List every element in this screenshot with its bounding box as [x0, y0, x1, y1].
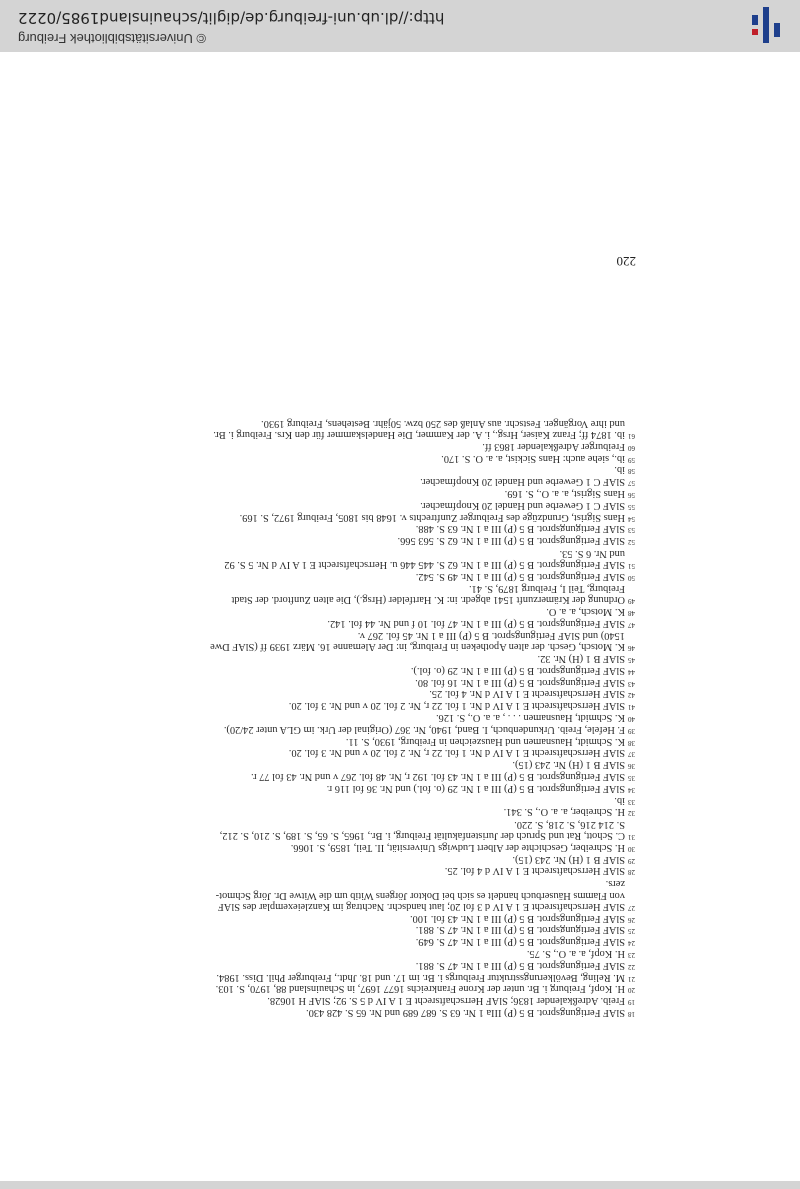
footnote-line	[165, 618, 635, 630]
footnote-text: Hans Sigrist, Grundzüge des Freiburger Zunftrechts v. 1648 bis 1805, Freiburg 1972, S. 169.	[239, 511, 625, 523]
footnote-number: 18	[628, 1010, 635, 1018]
footnote-line	[165, 453, 635, 465]
footnote-line	[165, 535, 635, 547]
footnote-line	[165, 795, 635, 807]
footnote-text: SlAF Herrschaftsrecht E 1 A IV d Nr. 1 fol. 22 r, Nr. 2 fol. 20 v und Nr. 3 fol. 20.	[288, 747, 625, 759]
footnote-line	[165, 524, 635, 536]
footnote-text: SlAF Fertigungsprot. B 5 (P) III a 1 Nr. 47 S. 881.	[415, 924, 625, 936]
footnote-line	[165, 995, 635, 1007]
footnote-number: 60	[628, 443, 635, 452]
footnote-line	[165, 559, 635, 571]
footnote-text: SlAF Fertigungsprot. B 5 (P) III a 1 Nr. 29 (o. fol.) und Nr. 36 fol 116 r.	[326, 783, 625, 794]
footnote-line	[165, 1007, 635, 1019]
footnote-text: F. Hefele, Freib. Urkundenbuch, I. Band, 1940, Nr. 367 (Original der Urk. im GLA unter 24/20).	[223, 724, 625, 735]
footnote-number: 23	[628, 951, 635, 960]
footnote-text: SlAF Fertigungsprot. B 5 (P) IIIa 1 Nr. 63 S. 687 689 und Nr. 65 S. 428 430.	[306, 1007, 625, 1018]
footnote-line	[165, 677, 635, 689]
footnote-line	[165, 901, 635, 913]
footnote-text: Freib. Adreßkalender 1836; SlAF Herrschaftsrecht E 1 A IV d 5 S. 92; SlAF H 10628.	[267, 995, 625, 1007]
footnote-line	[165, 936, 635, 948]
page-number: 220	[616, 254, 636, 269]
footnote-line	[165, 877, 635, 889]
footnote-number: 38	[628, 738, 635, 747]
footnote-number: 56	[628, 490, 635, 499]
footnote-line	[165, 630, 635, 642]
footnote-text: SlAF B 1 (H) Nr. 243 (15).	[512, 759, 625, 771]
footnote-text: S. 214 216, S. 218, S. 220.	[514, 819, 625, 831]
footnote-line	[165, 748, 635, 760]
footnote-number: 50	[628, 573, 635, 582]
footnote-text: SlAF Fertigungsprot. B 5 (P) III a 1 Nr. 43 fol. 192 r, Nr. 48 fol. 267 v und Nr. 43 fol 77 r.	[251, 771, 625, 783]
footnote-text: H. Schreiber, Geschichte der Albert Ludwigs Universität, II. Teil, 1859, S. 1066.	[290, 842, 625, 853]
footnote-number: 55	[628, 502, 635, 511]
footnote-line	[165, 642, 635, 654]
footnote-line	[165, 665, 635, 677]
footnote-line	[165, 818, 635, 830]
footnote-number: 21	[628, 974, 635, 983]
document-url[interactable]: http://dl.ub.uni-freiburg.de/diglit/schauinsland1985/0222	[18, 9, 445, 27]
footnote-line	[165, 465, 635, 477]
footnote-line	[165, 842, 635, 854]
footnote-line	[165, 653, 635, 665]
footnote-number: 45	[628, 656, 635, 665]
footnote-text: zers.	[605, 878, 625, 890]
footnote-number: 31	[628, 833, 635, 842]
footnote-line	[165, 913, 635, 925]
footnote-text: von Flamms Häuserbuch handelt es sich bei Doktor Jörgens Witib um die Witwe Dr. Jörg Schmot-	[215, 890, 625, 902]
footnote-number: 41	[628, 703, 635, 712]
footnote-text: SlAF Fertigungsprot. B 5 (P) III a 1 Nr. 62 S. 563 566.	[397, 535, 625, 547]
footnote-number: 20	[628, 986, 635, 995]
footnote-number: 42	[628, 691, 635, 700]
footnote-number: 57	[628, 479, 635, 488]
footnote-line	[165, 512, 635, 524]
footnote-text: ib., siehe auch: Hans Sickist, a. a. O. S. 170.	[441, 452, 625, 464]
footnote-line	[165, 429, 635, 441]
footnote-line	[165, 783, 635, 795]
footnote-text: M. Reling, Bevölkerungsstruktur Freiburgs i. Br. im 17. und 18. Jhdt., Freiburger Phil. Diss. 1984.	[216, 971, 625, 983]
footnote-line	[165, 689, 635, 701]
footnote-line	[165, 830, 635, 842]
footnote-text: und ihre Vorgänger. Festschr. aus Anlaß des 250 bzw. 50jähr. Bestehens, Freiburg 1930.	[261, 418, 625, 430]
footnote-text: K. Motsch, Gesch. der alten Apotheken in Freiburg, in: Der Alemanne 16. März 1939 ff (SlAF Dwe	[210, 641, 625, 653]
footnote-text: Hans Sigrist, a. a. O., S. 169.	[504, 488, 625, 499]
footnote-number: 37	[628, 750, 635, 759]
footnote-text: SlAF B 1 (H) Nr. 32.	[537, 653, 625, 665]
footnote-number: 59	[628, 455, 635, 464]
footnote-text: SlAF Fertigungsprot. B 5 (P) III a 1 Nr. 47 S. 649.	[415, 936, 625, 948]
footnote-line	[165, 866, 635, 878]
footnote-line	[165, 972, 635, 984]
footnote-line	[165, 500, 635, 512]
scan-edge-strip	[0, 1181, 800, 1189]
footnote-number: 22	[628, 962, 635, 971]
footnote-line	[165, 736, 635, 748]
footnote-line	[165, 594, 635, 606]
footnote-text: H. Kopf, a. a. O., S. 75.	[526, 948, 625, 960]
footnote-number: 52	[628, 538, 635, 547]
footnote-line	[165, 583, 635, 595]
footnote-text: SlAF Fertigungsprot. B 5 (P) III a 1 Nr. 63 S. 488.	[415, 523, 625, 535]
footnote-line	[165, 476, 635, 488]
logo-red-square	[752, 29, 758, 35]
footnote-number: 27	[628, 903, 635, 912]
footnote-number: 39	[628, 726, 635, 735]
footnote-text: SlAF Herrschaftsrecht E 1 A IV d Nr. 4 fol. 25.	[429, 688, 625, 700]
footnote-text: SlAF C 1 Gewerbe und Handel 20 Knopfmacher.	[420, 476, 625, 488]
footnote-number: 43	[628, 679, 635, 688]
footnote-line	[165, 712, 635, 724]
footnote-text: und Nr. 6 S. 53.	[559, 547, 625, 559]
footnotes-block	[165, 417, 635, 1019]
footnote-text: SlAF Herrschaftsrecht E 1 A IV d Nr. 1 fol. 22 r, Nr. 2 fol. 20 v und Nr. 3 fol. 20.	[288, 700, 625, 712]
footnote-number: 24	[628, 939, 635, 948]
footnote-text: SlAF Fertigungsprot. B 5 (P) III a 1 Nr. 29 (o. fol.).	[410, 665, 625, 676]
footnote-text: C. Schott, Rat und Spruch der Juristenfakultät Freiburg, i. Br., 1965, S. 65, S. 189, S. 210, S. 212,	[219, 830, 625, 842]
footnote-text: ib. 1874 ff; Franz Kaiser, Hrsg., i. A. der Kammer, Die Handelskammer für den Krs. Freiburg i. Br.	[213, 429, 625, 440]
footnote-number: 44	[628, 667, 635, 676]
footnote-text: SlAF C 1 Gewerbe und Handel 20 Knopfmacher.	[420, 499, 625, 511]
footnote-text: H. Schreiber, a. a. O., S. 341.	[503, 806, 625, 818]
logo-center-bar	[763, 7, 769, 43]
footnote-line	[165, 488, 635, 500]
footnote-number: 19	[628, 998, 635, 1007]
footnote-number: 28	[628, 868, 635, 877]
footnote-line	[165, 807, 635, 819]
footnote-line	[165, 724, 635, 736]
footnote-number: 58	[628, 467, 635, 476]
footnote-number: 61	[628, 431, 635, 440]
footnote-text: SlAF Fertigungsprot. B 5 (P) III a 1 Nr. 49 S. 542.	[415, 570, 625, 582]
footnote-text: SlAF Herrschaftsrecht E 1 A IV d 4 fol. 25.	[444, 865, 625, 877]
footnote-number: 46	[628, 644, 635, 653]
footnote-line	[165, 948, 635, 960]
footnote-text: K. Motsch, a. a. O.	[546, 606, 625, 617]
footnote-text: H. Kopf, Freiburg i. Br. unter der Krone Frankreichs 1677 1697, in Schauinsland 88, 1970, S. 103.	[215, 983, 625, 995]
footnote-text: K. Schmidt, Hausnamen . . . , a. a. O., S. 126.	[435, 712, 625, 724]
footnote-number: 33	[628, 797, 635, 806]
footnote-number: 47	[628, 620, 635, 629]
footnote-number: 48	[628, 608, 635, 617]
footnote-number: 49	[628, 597, 635, 606]
footnote-text: SlAF Fertigungsprot. B 5 (P) III a 1 Nr. 43 fol. 100.	[409, 912, 625, 924]
footnote-number: 51	[628, 561, 635, 570]
footnote-text: SlAF Fertigungsprot. B 5 (P) III a 1 Nr. 47 S. 881.	[415, 960, 625, 971]
footnote-line	[165, 417, 635, 429]
footnote-text: Ordnung der Krämerzunft 1541 abgedr. in: K. Hartfelder (Hrsg.), Die alten Zunftord. der Stadt	[231, 594, 625, 606]
footnote-number: 30	[628, 844, 635, 853]
footnote-line	[165, 925, 635, 937]
footnote-line	[165, 571, 635, 583]
footnote-number: 25	[628, 927, 635, 936]
footnote-number: 40	[628, 715, 635, 724]
footnote-line	[165, 984, 635, 996]
footnote-text: Freiburg, Teil I, Freiburg 1879, S. 41.	[469, 583, 625, 595]
footnote-line	[165, 547, 635, 559]
footnote-text: SlAF Herrschaftsrecht E 1 A IV d 3 fol 20; laut handschr. Nachtrag im Kanzleiexemplar des SlAF	[218, 901, 625, 912]
footnote-number: 36	[628, 762, 635, 771]
footnote-line	[165, 889, 635, 901]
footnote-number: 29	[628, 856, 635, 865]
footnote-text: SlAF B 1 (H) Nr. 243 (15).	[512, 853, 625, 865]
footnote-text: ib.	[614, 794, 625, 806]
footnote-text: SlAF Fertigungsprot. B 5 (P) III a 1 Nr. 62 S. 445 446 u. Herrschaftsrecht E 1 A IV d Nr. 5 S. 92	[224, 558, 625, 570]
logo-left-bar	[774, 23, 780, 37]
footnote-text: SlAF Fertigungsprot. B 5 (P) III a 1 Nr. 47 fol. 10 f und Nr. 44 fol. 142.	[327, 617, 625, 629]
footnote-number: 34	[628, 785, 635, 794]
footnote-text: 1540) und SlAF Fertigungsprot. B 5 (P) III a 1 Nr. 45 fol. 267 v.	[357, 630, 625, 642]
footnote-number: 26	[628, 915, 635, 924]
footnote-line	[165, 759, 635, 771]
footnote-text: SlAF Fertigungsprot. B 5 (P) III a 1 Nr. 16 fol. 80.	[415, 676, 625, 688]
footnote-number: 32	[628, 809, 635, 818]
footnote-text: K. Schmidt, Hausnamen und Hauszeichen in Freiburg, 1930, S. 11.	[345, 735, 625, 747]
footnote-text: ib.	[614, 464, 625, 476]
logo-right-bar	[752, 15, 758, 25]
footnote-number: 53	[628, 526, 635, 535]
footnote-line	[165, 606, 635, 618]
footnote-number: 54	[628, 514, 635, 523]
footnote-text: Freiburger Adreßkalender 1863 ff.	[482, 440, 625, 452]
footnote-line	[165, 700, 635, 712]
footnote-line	[165, 441, 635, 453]
ub-freiburg-logo-icon	[746, 5, 786, 45]
library-name: © Universitätsbibliothek Freiburg	[18, 31, 207, 46]
footnote-line	[165, 960, 635, 972]
footnote-line	[165, 771, 635, 783]
footnote-line	[165, 854, 635, 866]
footnote-number: 35	[628, 774, 635, 783]
